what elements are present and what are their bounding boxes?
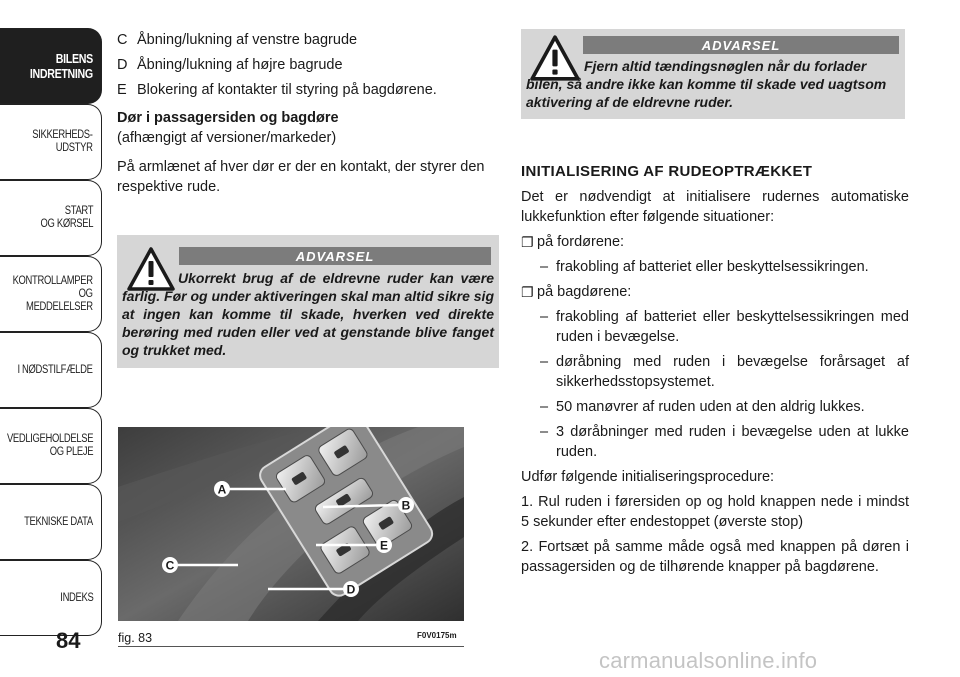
section-subheading: Dør i passagersiden og bagdøre — [117, 110, 339, 126]
tab-vedligeholdelse[interactable]: VEDLIGEHOLDELSE OG PLEJE — [0, 408, 102, 484]
list-item — [117, 55, 499, 75]
dash-bullet: – — [540, 354, 549, 370]
figure-caption: fig. 83 — [118, 631, 153, 645]
tab-kontrollamper[interactable]: KONTROLLAMPER OG MEDDELELSER — [0, 256, 102, 332]
checklist-label: på bagdørene: — [537, 284, 632, 300]
right-column — [521, 162, 909, 582]
dash-bullet: – — [540, 424, 549, 440]
dash-text: frakobling af batteriet eller beskyttelsessikringen med ruden i bevægelse. — [556, 309, 909, 345]
tab-start-og-korsel[interactable]: START OG KØRSEL — [0, 180, 102, 256]
body-paragraph: På armlænet af hver dør er der en kontakt, der styrer den respektive rude. — [117, 159, 485, 195]
caption-rule — [118, 646, 464, 647]
checklist-label: på fordørene: — [537, 234, 625, 250]
list-item — [117, 80, 499, 100]
watermark: carmanualsonline.info — [599, 648, 818, 673]
dash-bullet: – — [540, 309, 549, 325]
item-key: E — [117, 82, 127, 98]
dash-bullet: – — [540, 399, 549, 415]
section-heading: INITIALISERING AF RUDEOPTRÆKKET — [521, 163, 813, 180]
item-key: C — [117, 32, 128, 48]
callout-label-e: E — [379, 538, 389, 553]
dash-text: 3 døråbninger med ruden i bevægelse uden at lukke ruden. — [556, 424, 909, 460]
warning-box — [521, 29, 905, 119]
checklist-item — [521, 232, 909, 252]
item-text: Åbning/lukning af venstre bagrude — [137, 32, 358, 48]
list-item — [117, 30, 499, 50]
procedure-step: 2. Fortsæt på samme måde også med knappen på døren i passagersiden og de tilhørende knapper på bagdørene. — [521, 539, 909, 575]
door-armrest-illustration — [118, 427, 464, 621]
warning-title: ADVARSEL — [179, 247, 491, 265]
page-number: 84 — [56, 628, 81, 653]
dash-text: døråbning med ruden i bevægelse forårsaget af sikkerhedsstopsystemet. — [556, 354, 909, 390]
figure-code: F0V0175m — [417, 631, 457, 640]
item-text: Åbning/lukning af højre bagrude — [137, 57, 343, 73]
procedure-step: 1. Rul ruden i førersiden op og hold knappen nede i mindst 5 sekunder efter endestoppet (øverste stop) — [521, 494, 909, 530]
intro-paragraph: Det er nødvendigt at initialisere rudernes automatiske lukkefunktion efter følgende situationer: — [521, 189, 909, 225]
tab-tekniske-data[interactable]: TEKNISKE DATA — [0, 484, 102, 560]
left-column — [117, 30, 499, 197]
procedure-intro: Udfør følgende initialiseringsprocedure: — [521, 469, 775, 485]
dash-item — [521, 397, 909, 417]
dash-item — [521, 352, 909, 392]
warning-text: Ukorrekt brug af de eldrevne ruder kan være farlig. Før og under aktiveringen skal man altid sikre sig at ingen kan komme til skade, hverken ved direkte berøring med ruden eller ved at genstande blive fanget og trukket med. — [122, 270, 494, 358]
checkbox-bullet-icon: ❐ — [521, 234, 534, 250]
item-key: D — [117, 57, 128, 73]
dash-text: 50 manøvrer af ruden uden at den aldrig lukkes. — [556, 399, 865, 415]
dash-item — [521, 257, 909, 277]
tab-indeks[interactable]: INDEKS — [0, 560, 102, 636]
callout-label-b: B — [401, 498, 411, 513]
callout-label-c: C — [165, 558, 175, 573]
callout-label-a: A — [217, 482, 227, 497]
warning-text: Fjern altid tændingsnøglen når du forlader bilen, så andre ikke kan komme til skade ved uagtsom aktivering af de eldrevne ruder. — [526, 58, 887, 110]
checklist-item — [521, 282, 909, 302]
item-text: Blokering af kontakter til styring på bagdørene. — [137, 82, 437, 98]
tab-i-nodstilfaelde[interactable]: I NØDSTILFÆLDE — [0, 332, 102, 408]
window-switch-figure — [118, 427, 464, 621]
dash-item — [521, 422, 909, 462]
tab-bilens-indretning[interactable]: BILENS INDRETNING — [0, 28, 102, 104]
dash-text: frakobling af batteriet eller beskyttelsessikringen. — [556, 259, 869, 275]
dash-bullet: – — [540, 259, 549, 275]
checkbox-bullet-icon: ❐ — [521, 284, 534, 300]
dash-item — [521, 307, 909, 347]
subheading-note: (afhængigt af versioner/markeder) — [117, 130, 337, 146]
tab-sikkerhedsudstyr[interactable]: SIKKERHEDS- UDSTYR — [0, 104, 102, 180]
callout-label-d: D — [346, 582, 356, 597]
warning-box — [117, 235, 499, 368]
warning-title: ADVARSEL — [583, 36, 899, 54]
